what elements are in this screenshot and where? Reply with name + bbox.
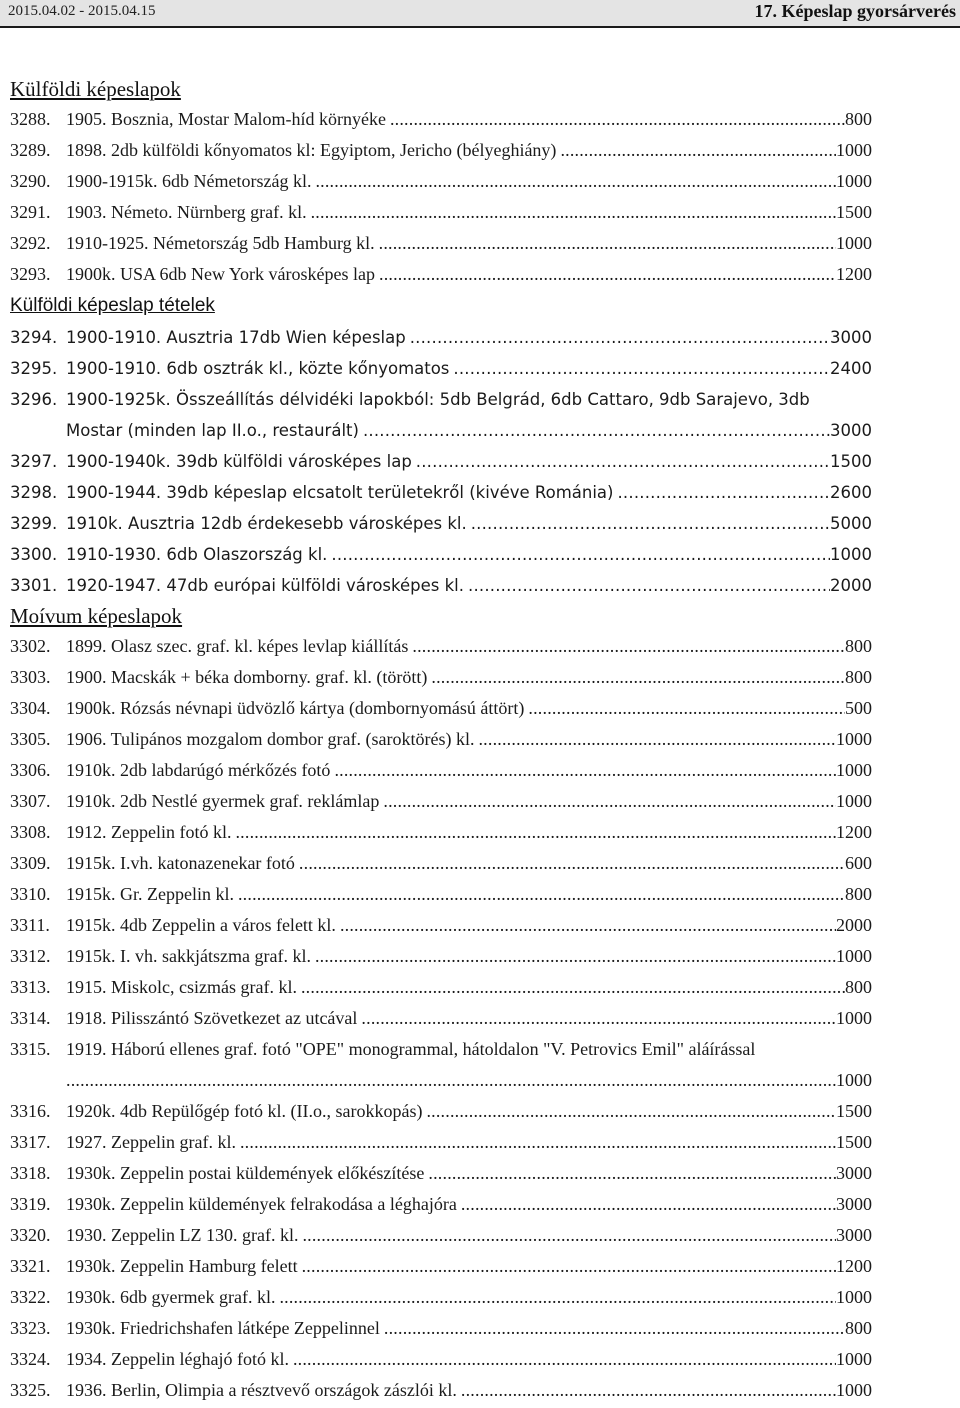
lot-description: 1910-1930. 6db Olaszország kl. bbox=[66, 545, 328, 564]
lot-number: 3319. bbox=[10, 1194, 51, 1214]
lot-price: 1000 bbox=[830, 545, 872, 564]
leader-dots bbox=[240, 1127, 836, 1158]
lot-number: 3291. bbox=[10, 202, 51, 222]
leader-dots bbox=[468, 570, 830, 601]
lot-description: 1910k. Ausztria 12db érdekesebb városképes kl. bbox=[66, 514, 467, 533]
lot-price: 3000 bbox=[830, 421, 872, 440]
lot-entry bbox=[10, 1375, 872, 1406]
lot-description: 1903. Németo. Nürnberg graf. kl. bbox=[66, 202, 307, 222]
lot-number: 3288. bbox=[10, 109, 51, 129]
lot-price: 2400 bbox=[830, 359, 872, 378]
leader-dots bbox=[279, 1282, 836, 1313]
lot-price: 1000 bbox=[836, 1287, 872, 1307]
lot-description: 1934. Zeppelin léghajó fotó kl. bbox=[66, 1349, 289, 1369]
lot-description: 1900-1910. 6db osztrák kl., közte kőnyomatos bbox=[66, 359, 450, 378]
lot-entry bbox=[10, 1344, 872, 1375]
auction-title: 17. Képeslap gyorsárverés bbox=[754, 1, 956, 21]
leader-dots bbox=[617, 477, 830, 508]
lot-number: 3302. bbox=[10, 636, 51, 656]
lot-number: 3308. bbox=[10, 822, 51, 842]
lot-price: 1500 bbox=[830, 452, 872, 471]
lot-price: 1000 bbox=[836, 1349, 872, 1369]
lot-number: 3314. bbox=[10, 1008, 51, 1028]
lot-entry bbox=[10, 477, 872, 508]
lot-description: 1900k. USA 6db New York városképes lap bbox=[66, 264, 375, 284]
leader-dots bbox=[302, 1220, 836, 1251]
leader-dots bbox=[235, 817, 836, 848]
lot-entry bbox=[10, 166, 872, 197]
lot-number: 3311. bbox=[10, 915, 50, 935]
lot-entry bbox=[10, 972, 872, 1003]
leader-dots bbox=[293, 1344, 836, 1375]
leader-dots bbox=[363, 415, 830, 446]
lot-entry bbox=[10, 1003, 872, 1034]
lot-price: 800 bbox=[845, 884, 872, 904]
lot-entry bbox=[10, 1282, 872, 1313]
lot-number: 3306. bbox=[10, 760, 51, 780]
lot-entry bbox=[10, 1313, 872, 1344]
lot-entry bbox=[10, 259, 872, 290]
leader-dots bbox=[379, 259, 836, 290]
lot-number: 3318. bbox=[10, 1163, 51, 1183]
lot-number: 3323. bbox=[10, 1318, 51, 1338]
lot-entry bbox=[10, 693, 872, 724]
lot-price: 2000 bbox=[830, 576, 872, 595]
lot-number: 3303. bbox=[10, 667, 51, 687]
lot-description: 1930k. Friedrichshafen látképe Zeppelinnel bbox=[66, 1318, 380, 1338]
lot-entry bbox=[10, 1251, 872, 1282]
lot-description: 1930. Zeppelin LZ 130. graf. kl. bbox=[66, 1225, 299, 1245]
lot-entry bbox=[10, 446, 872, 477]
lot-number: 3313. bbox=[10, 977, 51, 997]
lot-number: 3321. bbox=[10, 1256, 51, 1276]
leader-dots bbox=[238, 879, 845, 910]
leader-dots bbox=[334, 755, 836, 786]
lot-price: 3000 bbox=[830, 328, 872, 347]
section-title: Külföldi képeslap tételek bbox=[10, 295, 215, 316]
leader-dots bbox=[461, 1375, 836, 1406]
lot-entry bbox=[10, 1158, 872, 1189]
lot-entry bbox=[10, 539, 872, 570]
leader-dots bbox=[453, 353, 830, 384]
lot-price: 2600 bbox=[830, 483, 872, 502]
lot-description: 1920-1947. 47db európai külföldi városképes kl. bbox=[66, 576, 464, 595]
lot-number: 3292. bbox=[10, 233, 51, 253]
lot-description: 1900-1944. 39db képeslap elcsatolt területekről (kivéve Románia) bbox=[66, 483, 614, 502]
lot-description: 1915k. I.vh. katonazenekar fotó bbox=[66, 853, 295, 873]
lot-price: 1000 bbox=[836, 760, 872, 780]
lot-entry bbox=[10, 848, 872, 879]
lot-price: 800 bbox=[845, 667, 872, 687]
lot-price: 500 bbox=[845, 698, 872, 718]
lot-number: 3298. bbox=[10, 483, 58, 502]
lot-list bbox=[10, 74, 872, 1406]
leader-dots bbox=[412, 631, 845, 662]
leader-dots bbox=[461, 1189, 836, 1220]
lot-description: 1930k. Zeppelin Hamburg felett bbox=[66, 1256, 298, 1276]
lot-entry bbox=[10, 631, 872, 662]
leader-dots bbox=[384, 1313, 845, 1344]
lot-number: 3289. bbox=[10, 140, 51, 160]
lot-price: 1200 bbox=[836, 264, 872, 284]
lot-price: 1500 bbox=[836, 1101, 872, 1121]
lot-number: 3307. bbox=[10, 791, 51, 811]
leader-dots bbox=[361, 1003, 836, 1034]
lot-price: 3000 bbox=[836, 1194, 872, 1214]
lot-entry bbox=[10, 1034, 872, 1096]
lot-price: 5000 bbox=[830, 514, 872, 533]
lot-entry bbox=[10, 817, 872, 848]
leader-dots bbox=[390, 104, 845, 135]
lot-description: 1930k. Zeppelin postai küldemények előkészítése bbox=[66, 1163, 425, 1183]
lot-entry bbox=[10, 135, 872, 166]
lot-description: 1915k. 4db Zeppelin a város felett kl. bbox=[66, 915, 336, 935]
lot-description: 1936. Berlin, Olimpia a résztvevő országok zászlói kl. bbox=[66, 1380, 457, 1400]
leader-dots bbox=[331, 539, 830, 570]
leader-dots bbox=[383, 786, 836, 817]
lot-entry bbox=[10, 724, 872, 755]
leader-dots bbox=[471, 508, 830, 539]
lot-price: 1000 bbox=[836, 791, 872, 811]
lot-price: 1000 bbox=[836, 140, 872, 160]
lot-price: 1000 bbox=[836, 171, 872, 191]
lot-number: 3305. bbox=[10, 729, 51, 749]
lot-price: 2000 bbox=[836, 915, 872, 935]
lot-price: 800 bbox=[845, 636, 872, 656]
leader-dots bbox=[299, 848, 845, 879]
lot-description: 1899. Olasz szec. graf. kl. képes levlap kiállítás bbox=[66, 636, 409, 656]
lot-number: 3317. bbox=[10, 1132, 51, 1152]
lot-description: 1930k. 6db gyermek graf. kl. bbox=[66, 1287, 276, 1307]
lot-number: 3322. bbox=[10, 1287, 51, 1307]
lot-entry bbox=[10, 662, 872, 693]
lot-description-continued: Mostar (minden lap II.o., restaurált) bbox=[66, 421, 359, 440]
leader-dots bbox=[340, 910, 836, 941]
lot-entry bbox=[10, 1096, 872, 1127]
leader-dots bbox=[478, 724, 836, 755]
lot-price: 600 bbox=[845, 853, 872, 873]
lot-price: 800 bbox=[845, 109, 872, 129]
lot-description: 1919. Háború ellenes graf. fotó "OPE" monogrammal, hátoldalon "V. Petrovics Emil" aláírással bbox=[66, 1039, 756, 1059]
lot-price: 1000 bbox=[836, 1380, 872, 1400]
lot-description: 1910k. 2db Nestlé gyermek graf. reklámlap bbox=[66, 791, 380, 811]
lot-price: 1000 bbox=[836, 1070, 872, 1090]
lot-number: 3320. bbox=[10, 1225, 51, 1245]
section-title: Moívum képeslapok bbox=[10, 604, 183, 628]
lot-entry bbox=[10, 786, 872, 817]
leader-dots bbox=[301, 972, 845, 1003]
lot-description: 1910-1925. Németország 5db Hamburg kl. bbox=[66, 233, 375, 253]
lot-entry bbox=[10, 910, 872, 941]
lot-description: 1905. Bosznia, Mostar Malom-híd környéke bbox=[66, 109, 386, 129]
lot-number: 3324. bbox=[10, 1349, 51, 1369]
lot-number: 3304. bbox=[10, 698, 51, 718]
lot-number: 3309. bbox=[10, 853, 51, 873]
lot-description: 1912. Zeppelin fotó kl. bbox=[66, 822, 232, 842]
lot-number: 3315. bbox=[10, 1039, 51, 1059]
lot-number: 3294. bbox=[10, 328, 58, 347]
lot-description: 1900-1925k. Összeállítás délvidéki lapokból: 5db Belgrád, 6db Cattaro, 9db Sarajevo, 3db bbox=[66, 390, 810, 409]
lot-price: 800 bbox=[845, 977, 872, 997]
lot-description: 1920k. 4db Repülőgép fotó kl. (II.o., sarokkopás) bbox=[66, 1101, 423, 1121]
leader-dots bbox=[302, 1251, 836, 1282]
leader-dots bbox=[528, 693, 845, 724]
lot-description: 1918. Pilisszántó Szövetkezet az utcával bbox=[66, 1008, 358, 1028]
lot-price: 3000 bbox=[836, 1225, 872, 1245]
lot-number: 3325. bbox=[10, 1380, 51, 1400]
lot-entry bbox=[10, 384, 872, 446]
lot-number: 3301. bbox=[10, 576, 58, 595]
auction-dates: 2015.04.02 - 2015.04.15 bbox=[8, 3, 156, 19]
leader-dots bbox=[426, 1096, 836, 1127]
lot-description: 1906. Tulipános mozgalom dombor graf. (saroktörés) kl. bbox=[66, 729, 475, 749]
lot-entry bbox=[10, 353, 872, 384]
lot-description: 1900-1910. Ausztria 17db Wien képeslap bbox=[66, 328, 406, 347]
lot-price: 800 bbox=[845, 1318, 872, 1338]
lot-number: 3296. bbox=[10, 390, 58, 409]
leader-dots bbox=[315, 166, 836, 197]
lot-description: 1930k. Zeppelin küldemények felrakodása a léghajóra bbox=[66, 1194, 457, 1214]
lot-description: 1915k. Gr. Zeppelin kl. bbox=[66, 884, 234, 904]
lot-number: 3300. bbox=[10, 545, 58, 564]
leader-dots bbox=[431, 662, 845, 693]
lot-number: 3293. bbox=[10, 264, 51, 284]
lot-price: 1200 bbox=[836, 822, 872, 842]
lot-entry bbox=[10, 197, 872, 228]
lot-price: 1500 bbox=[836, 1132, 872, 1152]
lot-number: 3295. bbox=[10, 359, 58, 378]
lot-description: 1910k. 2db labdarúgó mérkőzés fotó bbox=[66, 760, 331, 780]
page-header bbox=[0, 0, 960, 28]
lot-price: 1500 bbox=[836, 202, 872, 222]
leader-dots bbox=[379, 228, 836, 259]
lot-description: 1900k. Rózsás névnapi üdvözlő kártya (dombornyomású áttört) bbox=[66, 698, 525, 718]
lot-number: 3299. bbox=[10, 514, 58, 533]
lot-entry bbox=[10, 1220, 872, 1251]
lot-description: 1900-1915k. 6db Németország kl. bbox=[66, 171, 312, 191]
lot-description: 1898. 2db külföldi kőnyomatos kl: Egyiptom, Jericho (bélyeghiány) bbox=[66, 140, 557, 160]
leader-dots bbox=[66, 1065, 836, 1096]
lot-number: 3310. bbox=[10, 884, 51, 904]
lot-description: 1915. Miskolc, csizmás graf. kl. bbox=[66, 977, 297, 997]
lot-description: 1900-1940k. 39db külföldi városképes lap bbox=[66, 452, 412, 471]
lot-number: 3297. bbox=[10, 452, 58, 471]
leader-dots bbox=[416, 446, 830, 477]
lot-number: 3290. bbox=[10, 171, 51, 191]
lot-description: 1900. Macskák + béka domborny. graf. kl. (törött) bbox=[66, 667, 428, 687]
lot-entry bbox=[10, 755, 872, 786]
leader-dots bbox=[315, 941, 836, 972]
lot-entry bbox=[10, 570, 872, 601]
lot-entry bbox=[10, 879, 872, 910]
leader-dots bbox=[560, 135, 836, 166]
lot-price: 1000 bbox=[836, 946, 872, 966]
lot-price: 3000 bbox=[836, 1163, 872, 1183]
lot-description: 1927. Zeppelin graf. kl. bbox=[66, 1132, 236, 1152]
lot-price: 1000 bbox=[836, 729, 872, 749]
lot-entry bbox=[10, 508, 872, 539]
leader-dots bbox=[311, 197, 836, 228]
lot-entry bbox=[10, 228, 872, 259]
lot-number: 3312. bbox=[10, 946, 51, 966]
lot-number: 3316. bbox=[10, 1101, 51, 1121]
lot-price: 1200 bbox=[836, 1256, 872, 1276]
lot-entry bbox=[10, 941, 872, 972]
section-title: Külföldi képeslapok bbox=[10, 77, 181, 101]
lot-entry bbox=[10, 322, 872, 353]
leader-dots bbox=[410, 322, 830, 353]
lot-price: 1000 bbox=[836, 1008, 872, 1028]
lot-entry bbox=[10, 104, 872, 135]
lot-price: 1000 bbox=[836, 233, 872, 253]
leader-dots bbox=[428, 1158, 836, 1189]
lot-description: 1915k. I. vh. sakkjátszma graf. kl. bbox=[66, 946, 311, 966]
lot-entry bbox=[10, 1189, 872, 1220]
lot-entry bbox=[10, 1127, 872, 1158]
